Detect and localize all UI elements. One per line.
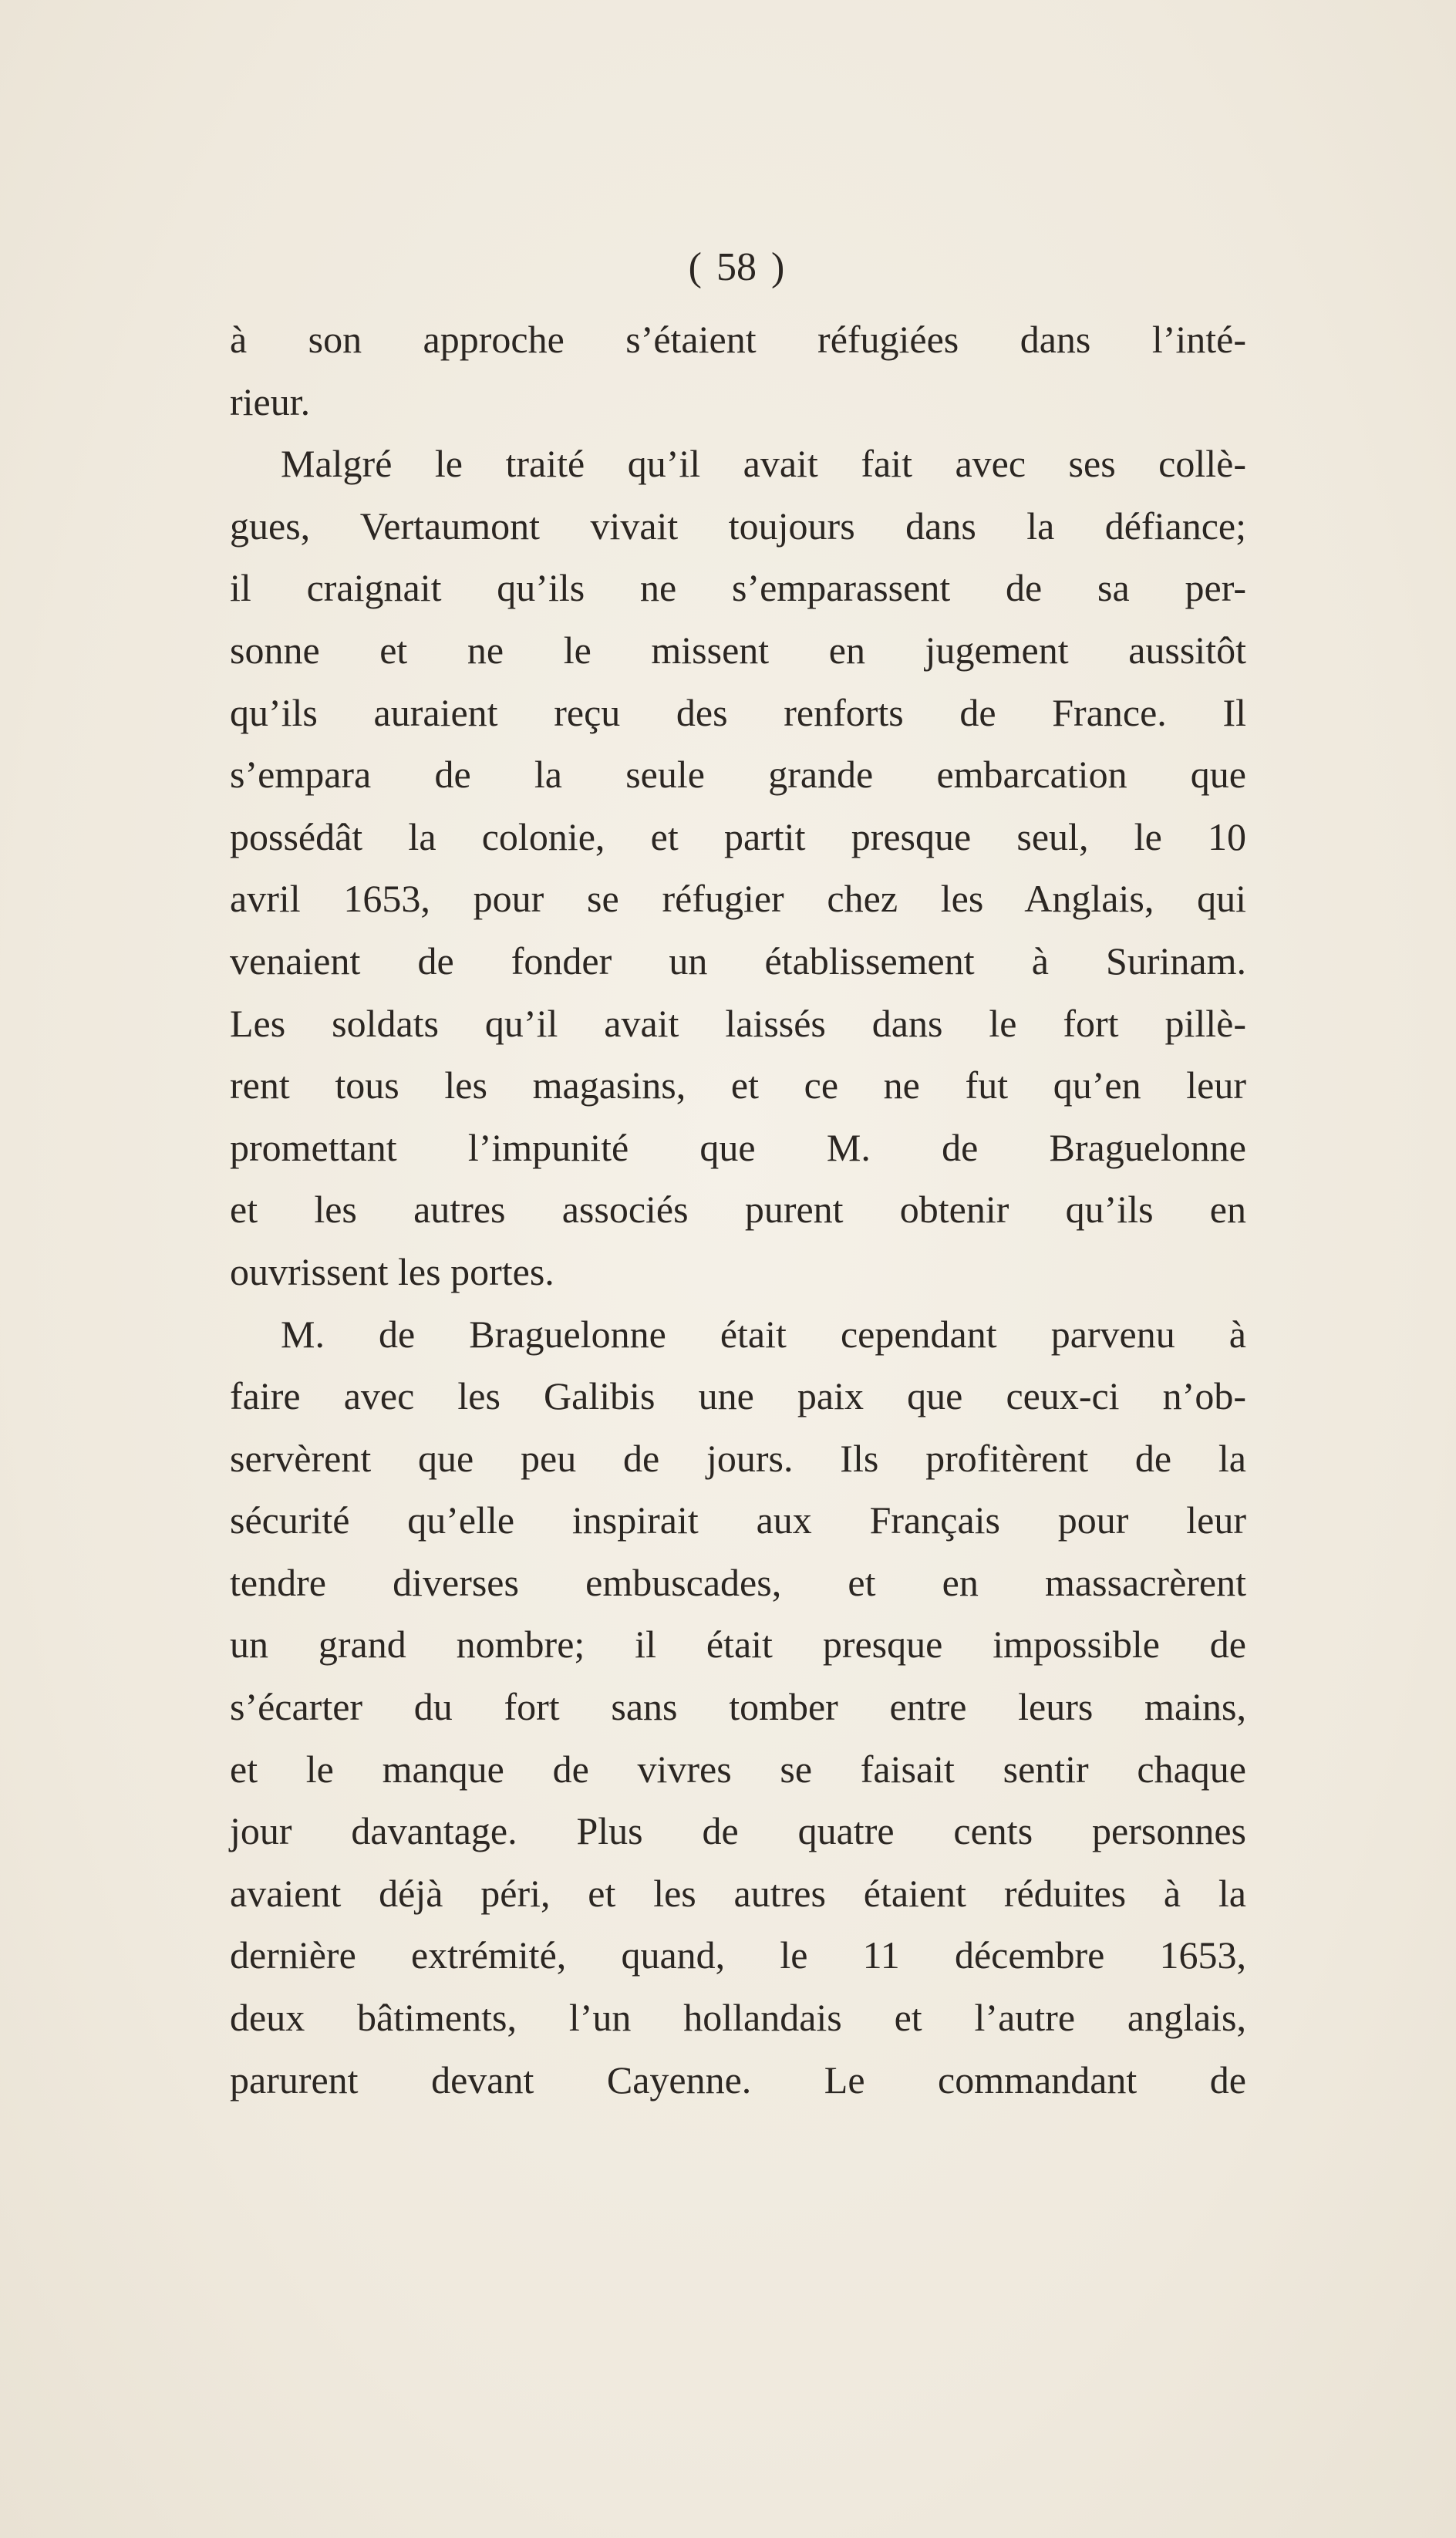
text-line: avaient déjà péri, et les autres étaient réduites à la	[230, 1871, 1246, 1915]
text-line: parurent devant Cayenne. Le commandant de	[230, 2058, 1246, 2102]
body-text	[230, 308, 1246, 2111]
text-line: qu’ils auraient reçu des renforts de France. Il	[230, 690, 1246, 734]
text-line: dernière extrémité, quand, le 11 décembre 1653,	[230, 1933, 1246, 1977]
text-line: promettant l’impunité que M. de Braguelonne	[230, 1125, 1246, 1169]
text-line: ouvrissent les portes.	[230, 1249, 554, 1293]
text-line: et les autres associés purent obtenir qu’ils en	[230, 1188, 1246, 1232]
text-line: servèrent que peu de jours. Ils profitèrent de la	[230, 1436, 1246, 1480]
text-line: s’écarter du fort sans tomber entre leurs mains,	[230, 1685, 1246, 1729]
text-line: deux bâtiments, l’un hollandais et l’autre anglais,	[230, 1996, 1246, 2040]
text-line: rieur.	[230, 379, 311, 423]
text-line: sonne et ne le missent en jugement aussitôt	[230, 628, 1246, 672]
text-line: il craignait qu’ils ne s’emparassent de sa per-	[230, 566, 1246, 610]
text-line: s’empara de la seule grande embarcation que	[230, 753, 1246, 797]
page-number: ( 58 )	[688, 245, 785, 289]
text-line: possédât la colonie, et partit presque seul, le 10	[230, 814, 1246, 858]
text-line: faire avec les Galibis une paix que ceux-ci n’ob-	[230, 1374, 1246, 1418]
text-line: et le manque de vivres se faisait sentir chaque	[230, 1747, 1246, 1791]
text-line: M. de Braguelonne était cependant parvenu à	[281, 1312, 1246, 1356]
text-line: Les soldats qu’il avait laissés dans le fort pillè-	[230, 1001, 1246, 1045]
text-line: sécurité qu’elle inspirait aux Français pour leur	[230, 1498, 1246, 1542]
text-line: un grand nombre; il était presque impossible de	[230, 1623, 1246, 1667]
text-line: gues, Vertaumont vivait toujours dans la défiance;	[230, 504, 1246, 548]
text-line: avril 1653, pour se réfugier chez les Anglais, qui	[230, 877, 1246, 921]
text-line: à son approche s’étaient réfugiées dans l’inté-	[230, 318, 1246, 361]
text-line: venaient de fonder un établissement à Surinam.	[230, 939, 1246, 983]
text-line: Malgré le traité qu’il avait fait avec ses collè-	[281, 442, 1246, 486]
text-line: rent tous les magasins, et ce ne fut qu’en leur	[230, 1063, 1246, 1107]
text-line: tendre diverses embuscades, et en massacrèrent	[230, 1560, 1246, 1604]
text-line: jour davantage. Plus de quatre cents personnes	[230, 1809, 1246, 1853]
